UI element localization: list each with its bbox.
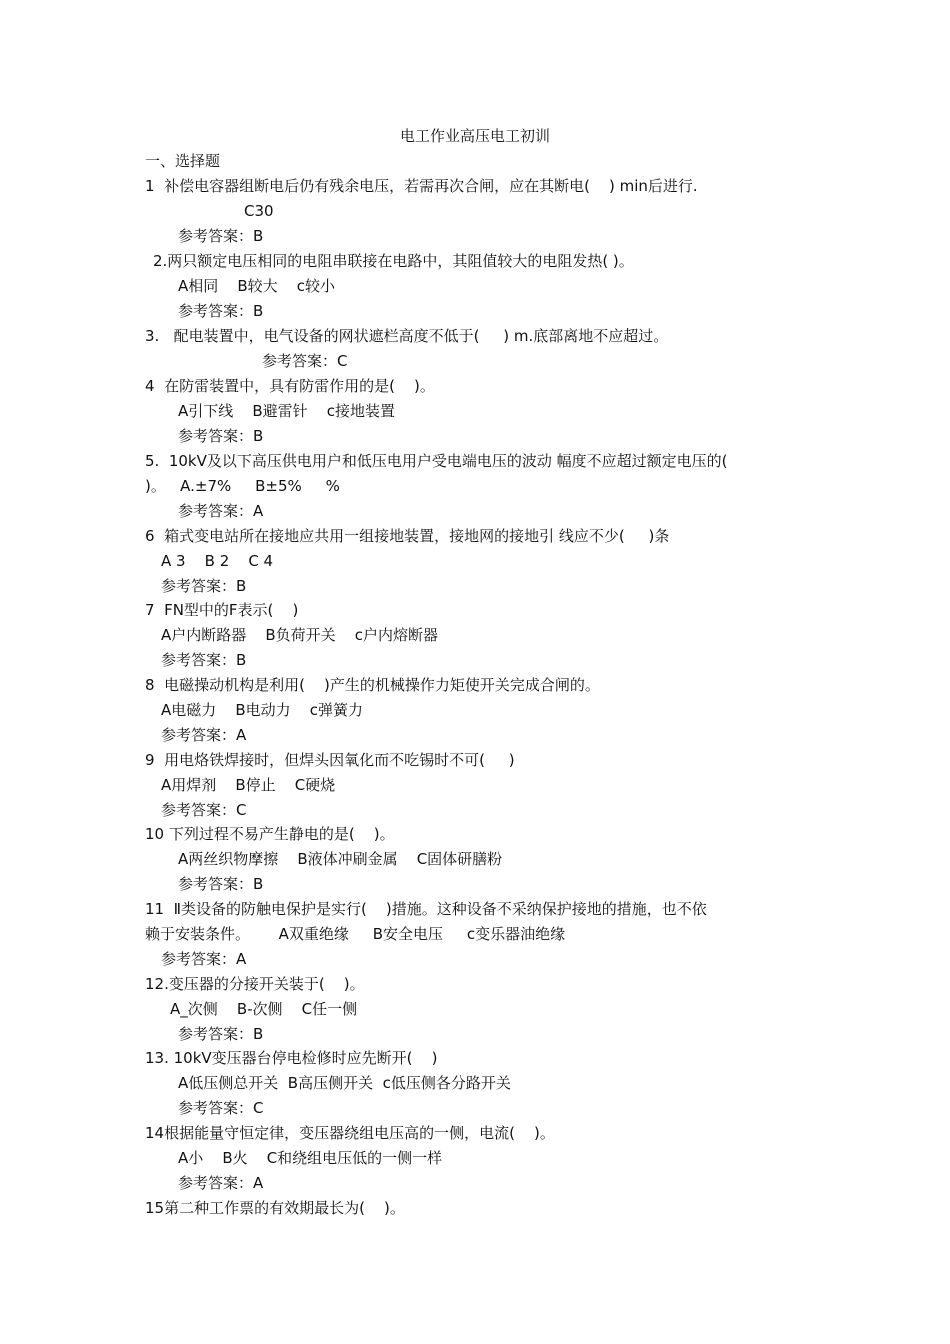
answer-line: 参考答案：C (178, 1099, 264, 1117)
option-line: A低压侧总开关 B高压侧开关 c低压侧各分路开关 (178, 1074, 511, 1092)
answer-line: 参考答案：C (262, 352, 348, 370)
answer-line: 参考答案：A (178, 502, 264, 520)
answer-line: 参考答案：B (178, 875, 264, 893)
option-line: A引下线 B避雷针 c接地装置 (178, 402, 395, 420)
option-line: A小 B火 C和绕组电压低的一侧一样 (178, 1149, 443, 1167)
question-text: 7 FN型中的F表示( ) (145, 601, 299, 619)
answer-line: 参考答案：B (161, 577, 247, 595)
option-line: C30 (244, 202, 274, 220)
question-text: 1 补偿电容器组断电后仍有残余电压，若需再次合闸，应在其断电( ) min后进行. (145, 177, 698, 195)
option-line: A电磁力 B电动力 c弹簧力 (161, 701, 363, 719)
question-text: 2.两只额定电压相同的电阻串联接在电路中，其阻值较大的电阻发热( )。 (153, 252, 634, 270)
page-title: 电工作业高压电工初训 (399, 127, 550, 145)
option-line: A相同 B较大 c较小 (178, 277, 335, 295)
question-text: 10 下列过程不易产生静电的是( )。 (145, 825, 395, 843)
option-line: A两丝织物摩擦 B液体冲刷金属 C固体研膳粉 (178, 850, 503, 868)
question-text: 14根据能量守恒定律，变压器绕组电压高的一侧，电流( )。 (145, 1124, 555, 1142)
option-line: A户内断路器 B负荷开关 c户内熔断器 (161, 626, 438, 644)
section-heading: 一、选择题 (145, 152, 221, 170)
question-text: 12.变压器的分接开关装于( )。 (145, 975, 365, 993)
question-text: 4 在防雷装置中，具有防雷作用的是( )。 (145, 377, 435, 395)
question-text: 3. 配电装置中，电气设备的网状遮栏高度不低于( ) m.底部离地不应超过。 (145, 327, 669, 345)
question-text: )。 A.±7% B±5% % (145, 477, 340, 495)
option-line: A_次侧 B-次侧 C任一侧 (170, 1000, 358, 1018)
answer-line: 参考答案：C (161, 801, 247, 819)
answer-line: 参考答案：B (178, 1025, 264, 1043)
question-text: 15第二种工作票的有效期最长为( )。 (145, 1199, 405, 1217)
question-text: 8 电磁操动机构是利用( )产生的机械操作力矩使开关完成合闸的。 (145, 676, 600, 694)
answer-line: 参考答案：B (178, 302, 264, 320)
answer-line: 参考答案：A (178, 1174, 264, 1192)
question-text: 11 Ⅱ类设备的防触电保护是实行( )措施。这种设备不采纳保护接地的措施，也不依 (145, 900, 707, 918)
question-text: 13. 10kV变压器台停电检修时应先断开( ) (145, 1049, 438, 1067)
option-line: A用焊剂 B停止 C硬烧 (161, 776, 336, 794)
question-text: 5. 10kV及以下高压供电用户和低压电用户受电端电压的波动 幅度不应超过额定电压的( (145, 452, 728, 470)
answer-line: 参考答案：B (178, 427, 264, 445)
question-text: 9 用电烙铁焊接时，但焊头因氧化而不吃锡时不可( ) (145, 751, 515, 769)
answer-line: 参考答案：B (161, 651, 247, 669)
answer-line: 参考答案：A (161, 726, 247, 744)
question-text: 6 箱式变电站所在接地应共用一组接地装置，接地网的接地引 线应不少( )条 (145, 527, 670, 545)
question-text: 赖于安装条件。 A双重绝缘 B安全电压 c变乐器油绝缘 (145, 925, 566, 943)
answer-line: 参考答案：A (161, 950, 247, 968)
answer-line: 参考答案：B (178, 227, 264, 245)
option-line: A 3 B 2 C 4 (161, 552, 274, 570)
